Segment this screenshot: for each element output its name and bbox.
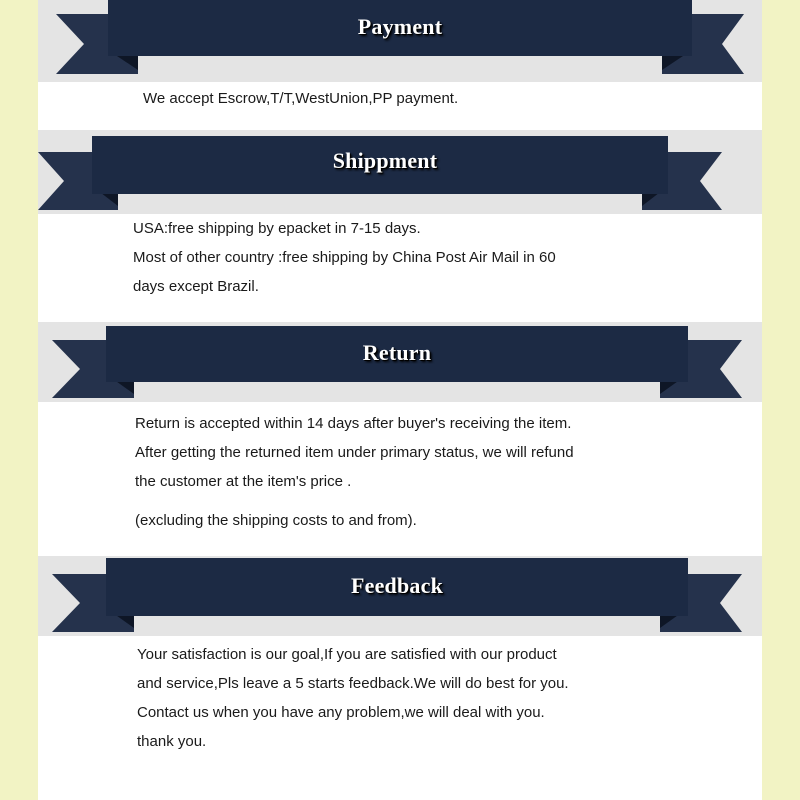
payment-text: We accept Escrow,T/T,WestUnion,PP payment. — [143, 90, 459, 107]
feedback-banner — [38, 556, 762, 636]
shippment-banner — [38, 130, 762, 214]
shippment-text-line-2: Most of other country :free shipping by China Post Air Mail in 60 — [133, 249, 556, 266]
shippment-title: Shippment — [332, 148, 438, 173]
return-title: Return — [362, 340, 432, 365]
feedback-text-line-4: thank you. — [137, 733, 207, 750]
feedback-text-line-1: Your satisfaction is our goal,If you are satisfied with our product — [137, 646, 557, 663]
return-text-line-2: After getting the returned item under primary status, we will refund — [135, 444, 574, 461]
feedback-text-line-3: Contact us when you have any problem,we will deal with you. — [137, 704, 545, 721]
shippment-text-line-1: USA:free shipping by epacket in 7-15 days. — [133, 220, 421, 237]
feedback-title: Feedback — [350, 573, 444, 598]
feedback-text-line-2: and service,Pls leave a 5 starts feedback.We will do best for you. — [137, 675, 569, 692]
payment-title: Payment — [357, 14, 443, 39]
shippment-text-line-3: days except Brazil. — [133, 278, 259, 295]
return-text-line-4: (excluding the shipping costs to and from). — [135, 512, 417, 529]
return-text-line-3: the customer at the item's price . — [135, 473, 352, 490]
return-text-line-1: Return is accepted within 14 days after buyer's receiving the item. — [135, 415, 572, 432]
payment-banner — [38, 0, 762, 82]
return-banner — [38, 322, 762, 402]
